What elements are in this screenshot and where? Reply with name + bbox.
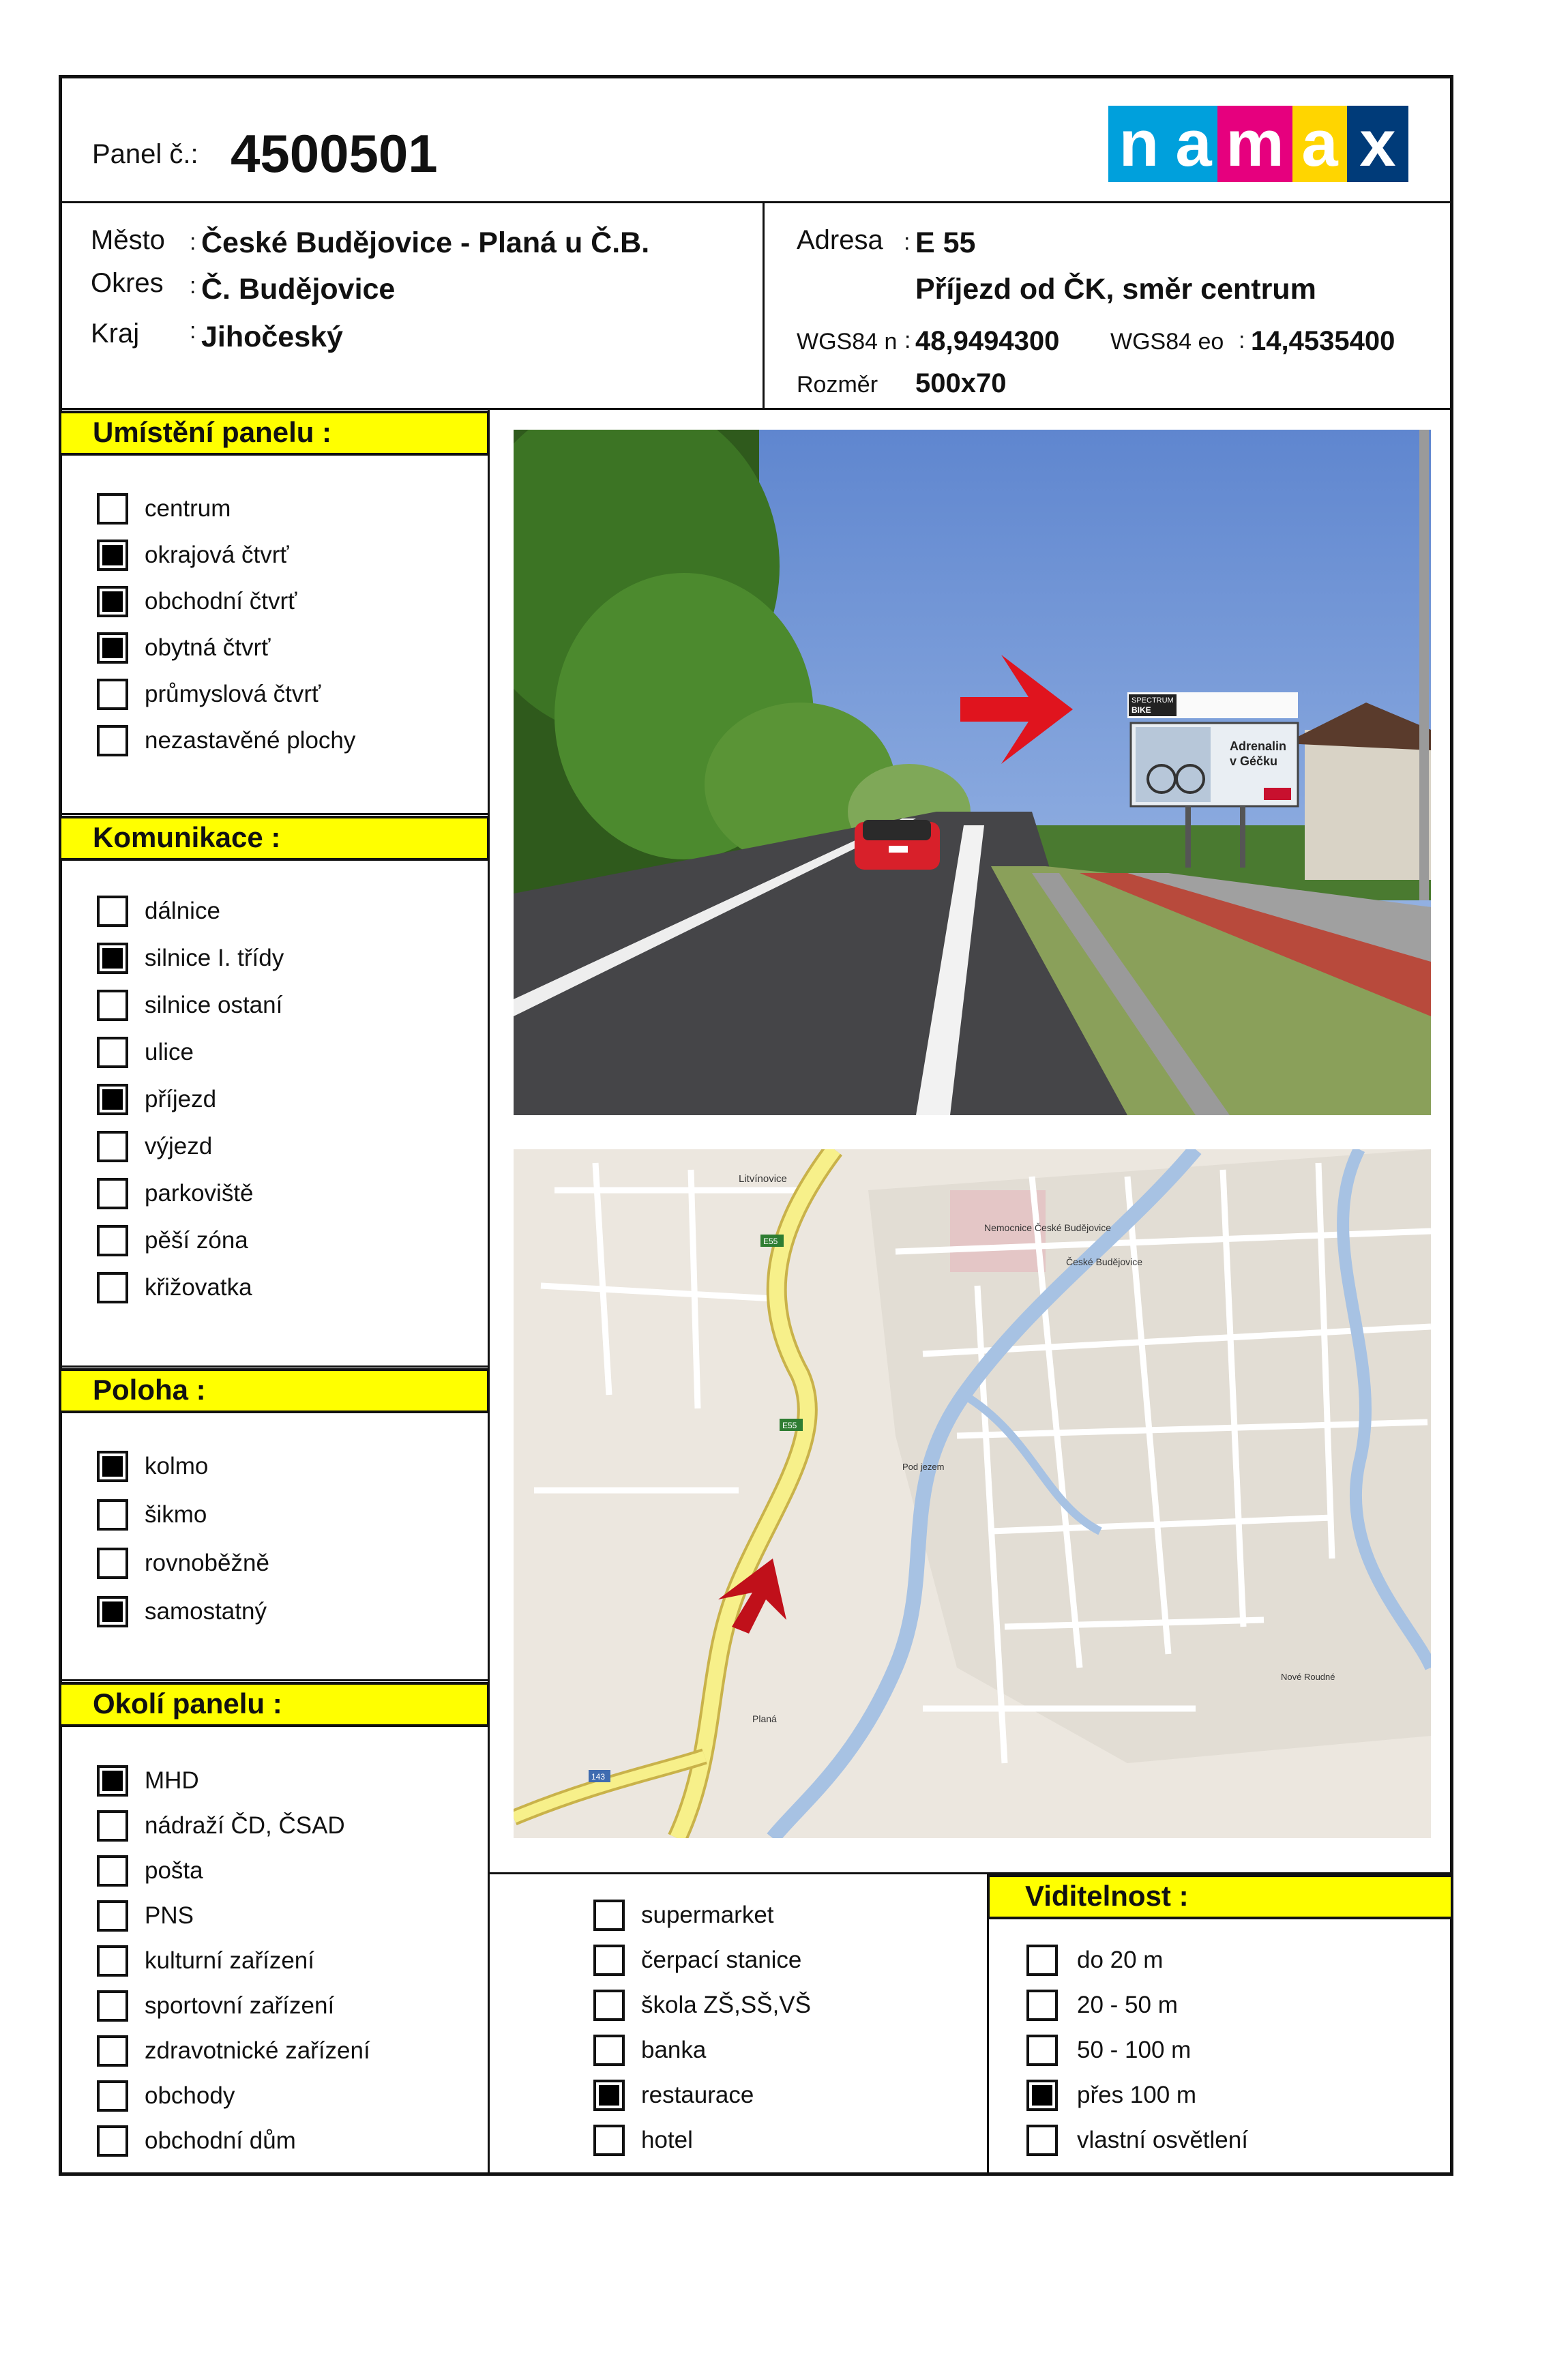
checkbox-label: ulice — [145, 1039, 194, 1065]
checkbox[interactable] — [97, 679, 128, 710]
svg-text:E55: E55 — [782, 1421, 797, 1430]
kraj-value: Jihočeský — [201, 321, 343, 353]
checkbox[interactable] — [97, 493, 128, 525]
checkbox-label: průmyslová čtvrť — [145, 681, 321, 707]
rozmer-value: 500x70 — [915, 368, 1007, 398]
colon: : — [190, 273, 196, 299]
mesto-label: Město — [91, 225, 165, 255]
map-label: Nemocnice České Budějovice — [984, 1222, 1111, 1233]
adresa-value2: Příjezd od ČK, směr centrum — [915, 273, 1316, 306]
map-label: Planá — [752, 1713, 777, 1724]
checkbox[interactable] — [593, 2125, 625, 2156]
checkbox[interactable] — [593, 2035, 625, 2066]
checkbox-label: výjezd — [145, 1133, 213, 1160]
mesto-value: České Budějovice - Planá u Č.B. — [201, 226, 650, 259]
section-komunikace: Komunikace : — [59, 816, 490, 861]
divider — [59, 1679, 490, 1681]
divider — [59, 1365, 490, 1368]
namax-logo: n a m a x — [1108, 106, 1408, 182]
form-frame — [59, 75, 1453, 2176]
checkbox-label: obytná čtvrť — [145, 634, 271, 661]
checkbox[interactable] — [1026, 1990, 1058, 2021]
map-label: Litvínovice — [739, 1173, 787, 1185]
checkbox-label: obchody — [145, 2082, 235, 2109]
checkbox-label: kolmo — [145, 1453, 209, 1479]
location-photo — [514, 430, 1431, 1115]
checkbox-label: pošta — [145, 1857, 203, 1884]
checkbox[interactable] — [1026, 2035, 1058, 2066]
svg-text:BIKE: BIKE — [1131, 705, 1151, 715]
adresa-label: Adresa — [797, 225, 883, 255]
checkbox-label: nezastavěné plochy — [145, 727, 356, 754]
colon: : — [1239, 327, 1245, 353]
checkbox[interactable] — [97, 1596, 128, 1627]
colon: : — [904, 327, 911, 353]
checkbox[interactable] — [97, 1990, 128, 2022]
checkbox[interactable] — [97, 943, 128, 974]
panel-label: Panel č.: — [92, 139, 198, 169]
wgs-n-value: 48,9494300 — [915, 326, 1060, 356]
checkbox[interactable] — [97, 1272, 128, 1303]
checkbox[interactable] — [97, 1548, 128, 1579]
checkbox[interactable] — [97, 2125, 128, 2157]
section-umisteni: Umístění panelu : — [59, 411, 490, 456]
checkbox[interactable] — [97, 540, 128, 571]
checkbox[interactable] — [97, 990, 128, 1021]
adresa-value: E 55 — [915, 226, 976, 259]
checkbox-label: silnice ostaní — [145, 992, 283, 1018]
checkbox-label: parkoviště — [145, 1180, 254, 1207]
checkbox-label: rovnoběžně — [145, 1550, 269, 1576]
checkbox-label: vlastní osvětlení — [1077, 2127, 1248, 2153]
checkbox-label: hotel — [641, 2127, 693, 2153]
checkbox-label: přes 100 m — [1077, 2082, 1197, 2108]
rozmer-label: Rozměr — [797, 372, 878, 398]
checkbox-label: do 20 m — [1077, 1947, 1164, 1973]
colon: : — [190, 318, 196, 344]
road-label: E55 — [763, 1237, 778, 1246]
checkbox-label: škola ZŠ,SŠ,VŠ — [641, 1992, 811, 2018]
checkbox[interactable] — [97, 2080, 128, 2112]
checkbox-label: nádraží ČD, ČSAD — [145, 1812, 345, 1839]
section-poloha: Poloha : — [59, 1368, 490, 1413]
checkbox-label: pěší zóna — [145, 1227, 248, 1254]
checkbox-label: samostatný — [145, 1598, 267, 1625]
svg-text:143: 143 — [591, 1772, 606, 1782]
checkbox[interactable] — [97, 1945, 128, 1977]
checkbox-label: obchodní dům — [145, 2127, 296, 2154]
checkbox-label: supermarket — [641, 1902, 774, 1928]
location-map — [514, 1149, 1431, 1838]
checkbox[interactable] — [97, 1900, 128, 1932]
checkbox-label: kulturní zařízení — [145, 1947, 314, 1974]
divider — [59, 201, 1453, 203]
panel-number: 4500501 — [231, 123, 438, 183]
checkbox[interactable] — [97, 2035, 128, 2067]
okres-label: Okres — [91, 268, 164, 298]
divider — [59, 408, 1453, 410]
checkbox[interactable] — [97, 1765, 128, 1797]
checkbox-label: restaurace — [641, 2082, 754, 2108]
section-okoli: Okolí panelu : — [59, 1682, 490, 1727]
checkbox-label: 20 - 50 m — [1077, 1992, 1178, 2018]
kraj-label: Kraj — [91, 319, 140, 349]
billboard-main-text: Adrenalin — [1230, 739, 1287, 753]
map-label: České Budějovice — [1066, 1256, 1143, 1267]
checkbox[interactable] — [593, 1900, 625, 1931]
wgs-eo-value: 14,4535400 — [1251, 326, 1395, 356]
section-viditelnost: Viditelnost : — [987, 1874, 1453, 1919]
checkbox[interactable] — [97, 1499, 128, 1531]
checkbox-label: okrajová čtvrť — [145, 542, 289, 568]
checkbox-label: zdravotnické zařízení — [145, 2037, 370, 2064]
divider — [59, 813, 490, 815]
checkbox[interactable] — [97, 896, 128, 927]
colon: : — [904, 229, 911, 255]
checkbox[interactable] — [1026, 2080, 1058, 2111]
checkbox[interactable] — [1026, 1945, 1058, 1976]
checkbox[interactable] — [97, 1451, 128, 1482]
left-column-border — [488, 408, 490, 2176]
checkbox[interactable] — [97, 1225, 128, 1256]
checkbox[interactable] — [97, 586, 128, 617]
checkbox-label: MHD — [145, 1767, 199, 1794]
checkbox-label: čerpací stanice — [641, 1947, 802, 1973]
colon: : — [190, 229, 196, 255]
checkbox[interactable] — [97, 632, 128, 664]
checkbox[interactable] — [97, 1131, 128, 1162]
wgs-n-label: WGS84 n — [797, 329, 898, 355]
checkbox-label: dálnice — [145, 898, 220, 924]
wgs-eo-label: WGS84 eo — [1110, 329, 1224, 355]
checkbox[interactable] — [97, 1037, 128, 1068]
checkbox-label: centrum — [145, 495, 231, 522]
checkbox[interactable] — [593, 1945, 625, 1976]
svg-text:v Géčku: v Géčku — [1230, 754, 1278, 768]
divider — [763, 201, 765, 408]
checkbox[interactable] — [593, 2080, 625, 2111]
map-label: Pod jezem — [902, 1462, 945, 1472]
checkbox-label: 50 - 100 m — [1077, 2037, 1192, 2063]
checkbox[interactable] — [1026, 2125, 1058, 2156]
checkbox-label: příjezd — [145, 1086, 217, 1112]
checkbox[interactable] — [97, 1810, 128, 1842]
checkbox-label: obchodní čtvrť — [145, 588, 297, 615]
checkbox-label: sportovní zařízení — [145, 1992, 335, 2019]
okres-value: Č. Budějovice — [201, 273, 396, 306]
checkbox-label: silnice I. třídy — [145, 945, 284, 971]
checkbox[interactable] — [97, 1855, 128, 1887]
billboard-top-text: SPECTRUM — [1131, 696, 1174, 705]
map-label: Nové Roudné — [1281, 1672, 1335, 1682]
checkbox-label: banka — [641, 2037, 707, 2063]
checkbox[interactable] — [97, 725, 128, 756]
checkbox-label: PNS — [145, 1902, 194, 1929]
checkbox-label: šikmo — [145, 1501, 207, 1528]
checkbox[interactable] — [97, 1178, 128, 1209]
checkbox[interactable] — [97, 1084, 128, 1115]
checkbox-label: křižovatka — [145, 1274, 252, 1301]
checkbox[interactable] — [593, 1990, 625, 2021]
